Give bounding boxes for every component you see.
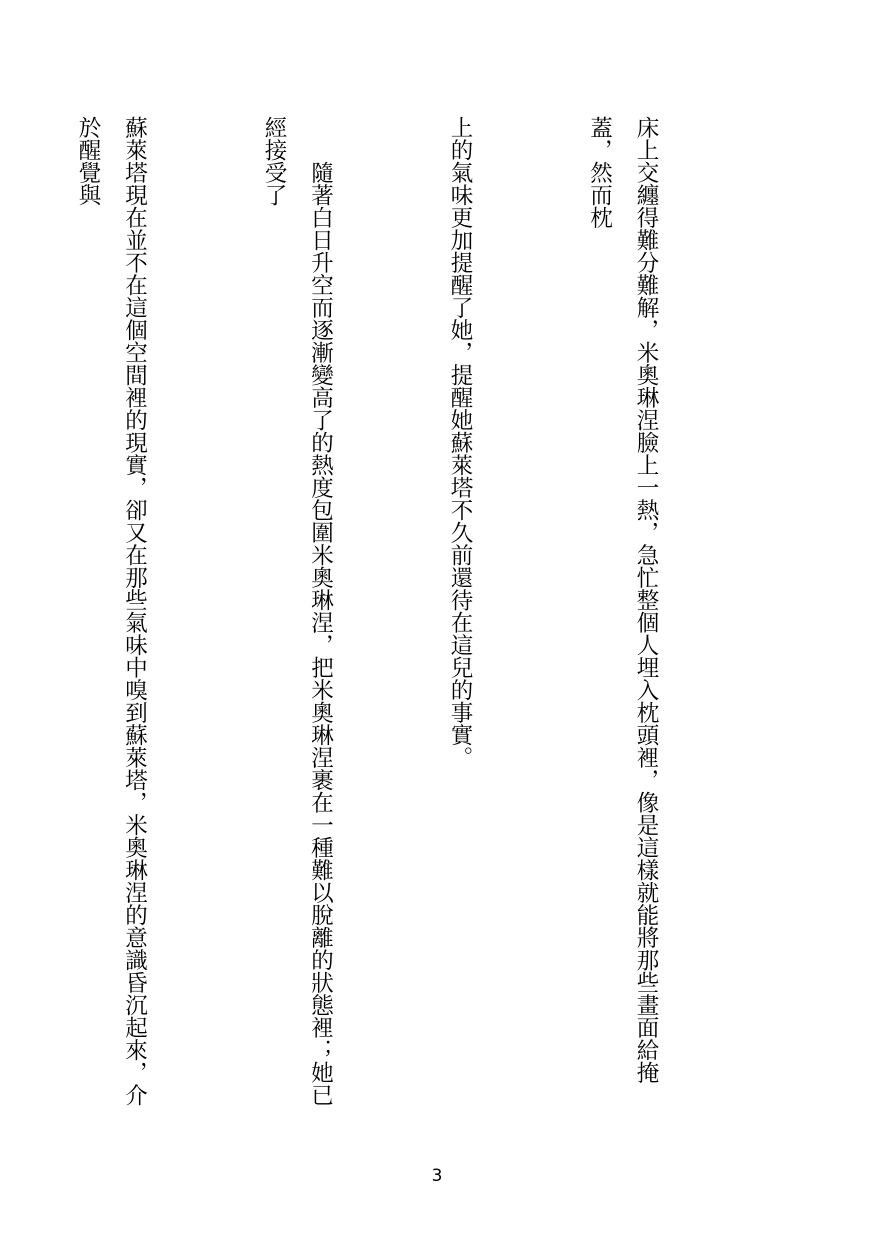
text-line: 隨著白日升空而逐漸變高了的熱度包圍米奧琳涅，把米奧琳涅裹在一種難以脫離的狀態裡；她已經接受了 [261,116,334,1106]
text-line: 上的氣味更加提醒了她，提醒她蘇萊塔不久前還待在這兒的事實。 [447,116,473,769]
vertical-text-body [0,116,762,1128]
text-line: 床上交纏得難分難解，米奧琳涅臉上一熱，急忙整個人埋入枕頭裡，像是這樣就能將那些畫面給掩蓋，然而枕 [586,116,659,1084]
page-number: 3 [431,1166,443,1186]
text-line: 蘇萊塔現在並不在這個空間裡的現實，卻又在那些氣味中嗅到蘇萊塔，米奧琳涅的意識昏沉起來，介於醒覺與 [75,116,148,1106]
